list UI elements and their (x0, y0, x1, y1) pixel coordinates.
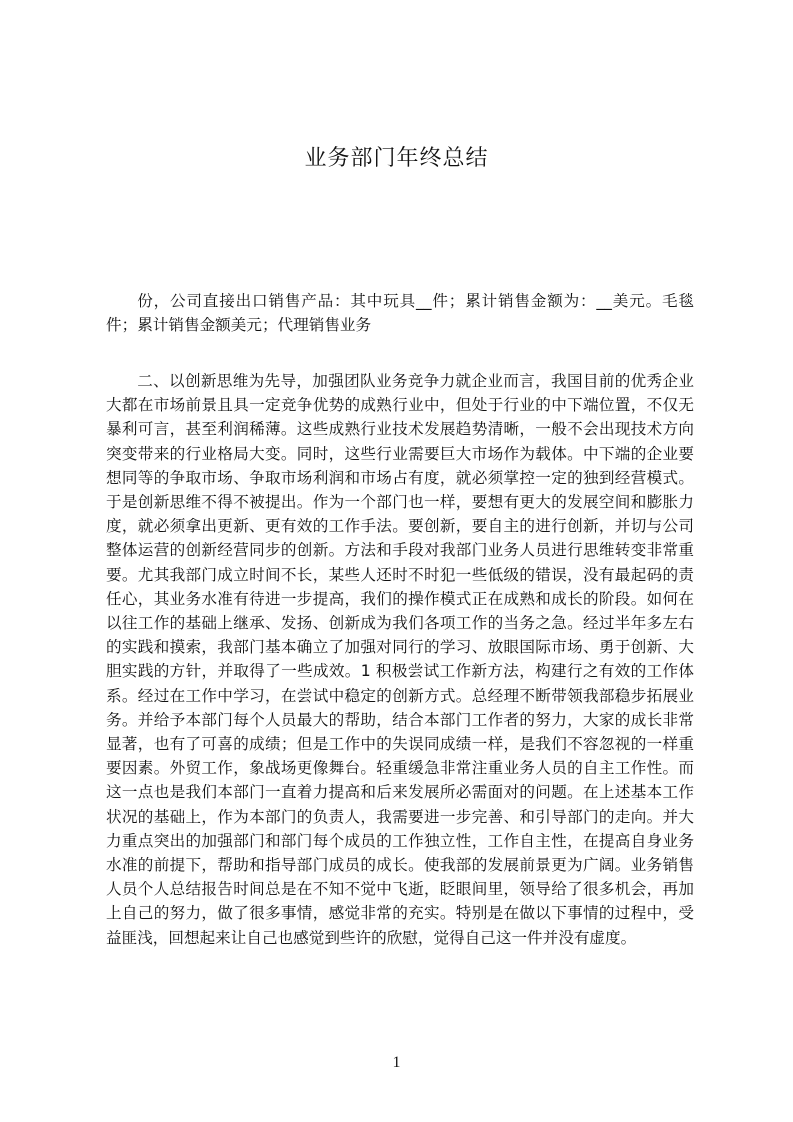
page-number: 1 (392, 1054, 401, 1071)
paragraph-innovation: 二、以创新思维为先导，加强团队业务竞争力就企业而言，我国目前的优秀企业大都在市场前景且具一定竞争优势的成熟行业中，但处于行业的中下端位置，不仅无暴利可言，甚至利润稀薄。这些成熟行业技术发展趋势清晰，一般不会出现技术方向突变带来的行业格局大变。同时，这些行业需要巨大市场作为载体。中下端的企业要想同等的争取市场、争取市场利润和市场占有度，就必须掌控一定的独到经营模式。于是创新思维不得不被提出。作为一个部门也一样，要想有更大的发展空间和膨胀力度，就必须拿出更新、更有效的工作手法。要创新，要自主的进行创新，并切与公司整体运营的创新经营同步的创新。方法和手段对我部门业务人员进行思维转变非常重要。尤其我部门成立时间不长，某些人还时不时犯一些低级的错误，没有最起码的责任心，其业务水准有待进一步提高，我们的操作模式正在成熟和成长的阶段。如何在以往工作的基础上继承、发扬、创新成为我们各项工作的当务之急。经过半年多左右的实践和摸索，我部门基本确立了加强对同行的学习、放眼国际市场、勇于创新、大胆实践的方针，并取得了一些成效。1 积极尝试工作新方法，构建行之有效的工作体系。经过在工作中学习，在尝试中稳定的创新方式。总经理不断带领我部稳步拓展业务。并给予本部门每个人员最大的帮助，结合本部门工作者的努力，大家的成长非常显著，也有了可喜的成绩；但是工作中的失误同成绩一样，是我们不容忽视的一样重要因素。外贸工作，象战场更像舞台。轻重缓急非常注重业务人员的自主工作性。而这一点也是我们本部门一直着力提高和后来发展所必需面对的问题。在上述基本工作状况的基础上，作为本部门的负责人，我需要进一步完善、和引导部门的走向。并大力重点突出的加强部门和部门每个成员的工作独立性，工作自主性，在提高自身业务水准的前提下，帮助和指导部门成员的成长。使我部的发展前景更为广阔。业务销售人员个人总结报告时间总是在不知不觉中飞逝，眨眼间里，领导给了很多机会，再加上自己的努力，做了很多事情，感觉非常的充实。特别是在做以下事情的过程中，受益匪浅，回想起来让自己也感觉到些许的欣慰，觉得自己这一件并没有虚度。 (106, 372, 694, 947)
document-title: 业务部门年终总结 (304, 146, 489, 171)
paragraph-intro: 份，公司直接出口销售产品：其中玩具__件；累计销售金额为：__美元。毛毯件；累计销售金额美元；代理销售业务 (106, 292, 694, 335)
